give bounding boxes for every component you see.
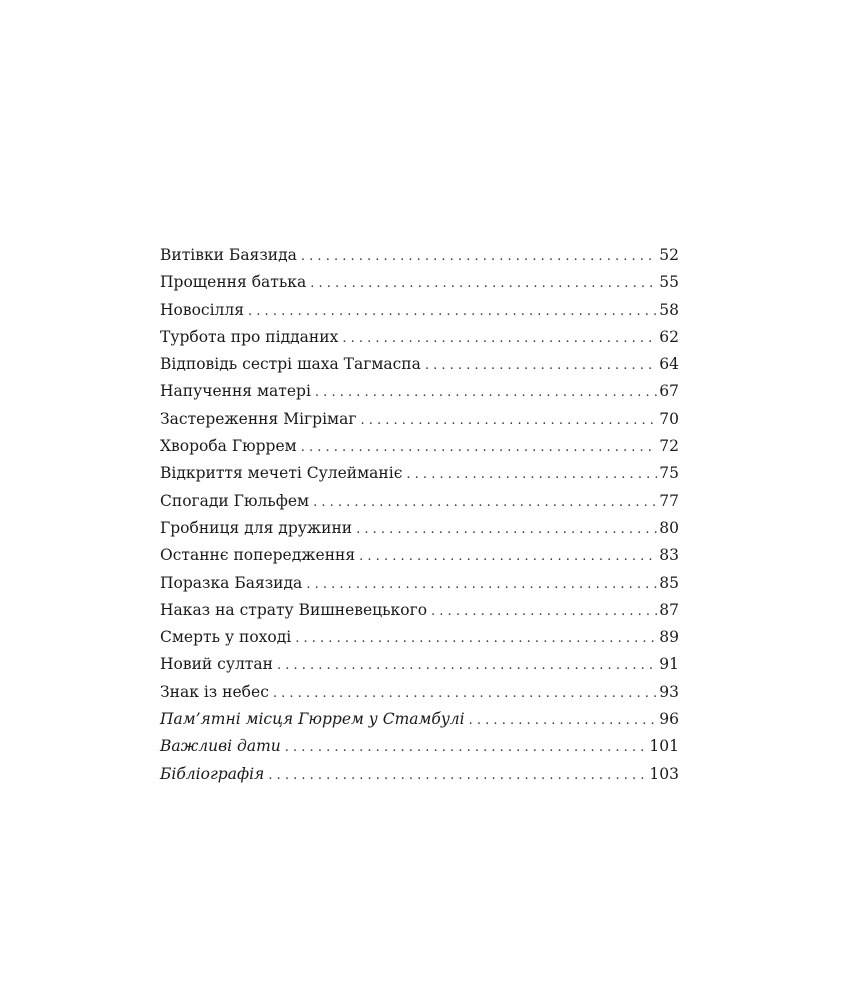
toc-entry-page: 72 xyxy=(659,437,679,456)
toc-entry xyxy=(160,624,679,651)
toc-entry xyxy=(160,679,679,706)
toc-entry-page: 101 xyxy=(649,737,679,756)
toc-entry-appendix xyxy=(160,761,679,788)
toc-entry-page: 75 xyxy=(659,464,679,483)
toc-entry-title: Витівки Баязида xyxy=(160,246,297,264)
toc-entry-page: 83 xyxy=(659,546,679,565)
toc-dot-leader xyxy=(469,707,658,734)
toc-dot-leader xyxy=(295,625,657,652)
toc-entry-page: 52 xyxy=(659,246,679,264)
toc-entry-title: Напучення матері xyxy=(160,382,311,401)
toc-entry-title: Знак із небес xyxy=(160,682,269,701)
toc-dot-leader xyxy=(431,598,657,625)
toc-entry xyxy=(160,542,679,569)
toc-entry xyxy=(160,242,679,269)
toc-dot-leader xyxy=(359,543,657,570)
toc-entry-page: 91 xyxy=(659,655,679,674)
toc-entry-title: Важливі дати xyxy=(160,737,281,756)
toc-entry-page: 85 xyxy=(659,573,679,592)
toc-dot-leader xyxy=(285,734,648,761)
toc-entry-page: 58 xyxy=(659,300,679,319)
toc-dot-leader xyxy=(425,352,657,379)
toc-entry xyxy=(160,378,679,405)
toc-entry-page: 64 xyxy=(659,355,679,374)
toc-entry xyxy=(160,406,679,433)
toc-entry xyxy=(160,433,679,460)
toc-entry-title: Пам’ятні місця Гюррем у Стамбулі xyxy=(160,710,465,729)
toc-entry-page: 93 xyxy=(659,682,679,701)
toc-entry-title: Гробниця для дружини xyxy=(160,518,353,537)
toc-dot-leader xyxy=(356,516,657,543)
toc-entry-page: 103 xyxy=(649,764,679,783)
table-of-contents xyxy=(160,242,679,788)
toc-dot-leader xyxy=(315,379,657,406)
toc-dot-leader xyxy=(301,243,657,270)
toc-entry-title: Відкриття мечеті Сулейманіє xyxy=(160,464,403,483)
toc-entry-page: 70 xyxy=(659,409,679,428)
toc-entry xyxy=(160,297,679,324)
toc-entry-page: 89 xyxy=(659,628,679,647)
toc-entry xyxy=(160,597,679,624)
toc-entry-page: 55 xyxy=(659,273,679,292)
toc-entry xyxy=(160,570,679,597)
toc-entry-appendix xyxy=(160,733,679,760)
toc-entry-title: Новий султан xyxy=(160,655,273,674)
toc-dot-leader xyxy=(342,325,657,352)
toc-entry-title: Хвороба Гюррем xyxy=(160,437,297,456)
toc-entry xyxy=(160,351,679,378)
toc-entry xyxy=(160,460,679,487)
toc-entry xyxy=(160,515,679,542)
toc-dot-leader xyxy=(310,270,657,297)
toc-entry-page: 62 xyxy=(659,327,679,346)
toc-entry-page: 87 xyxy=(659,600,679,619)
toc-entry-page: 96 xyxy=(659,710,679,729)
toc-entry xyxy=(160,324,679,351)
toc-dot-leader xyxy=(277,652,657,679)
toc-dot-leader xyxy=(273,680,657,707)
toc-entry-page: 77 xyxy=(659,491,679,510)
toc-entry xyxy=(160,488,679,515)
toc-entry xyxy=(160,651,679,678)
toc-entry-title: Спогади Гюльфем xyxy=(160,491,310,510)
toc-entry-title: Застереження Мігрімаг xyxy=(160,409,357,428)
toc-dot-leader xyxy=(306,571,657,598)
toc-entry-title: Поразка Баязида xyxy=(160,573,303,592)
toc-entry-title: Турбота про підданих xyxy=(160,327,339,346)
toc-dot-leader xyxy=(301,434,658,461)
toc-entry-page: 80 xyxy=(659,518,679,537)
toc-entry-title: Новосілля xyxy=(160,300,245,319)
toc-entry xyxy=(160,269,679,296)
toc-dot-leader xyxy=(406,461,657,488)
toc-entry-title: Останнє попередження xyxy=(160,546,356,565)
toc-entry-appendix xyxy=(160,706,679,733)
toc-dot-leader xyxy=(268,762,647,789)
toc-entry-title: Відповідь сестрі шаха Тагмаспа xyxy=(160,355,421,374)
toc-dot-leader xyxy=(248,298,657,325)
toc-entry-title: Наказ на страту Вишневецького xyxy=(160,600,428,619)
toc-dot-leader xyxy=(313,489,657,516)
toc-entry-title: Смерть у поході xyxy=(160,628,292,647)
toc-entry-title: Бібліографія xyxy=(160,764,265,783)
toc-entry-title: Прощення батька xyxy=(160,273,307,292)
toc-dot-leader xyxy=(360,407,657,434)
toc-entry-page: 67 xyxy=(659,382,679,401)
